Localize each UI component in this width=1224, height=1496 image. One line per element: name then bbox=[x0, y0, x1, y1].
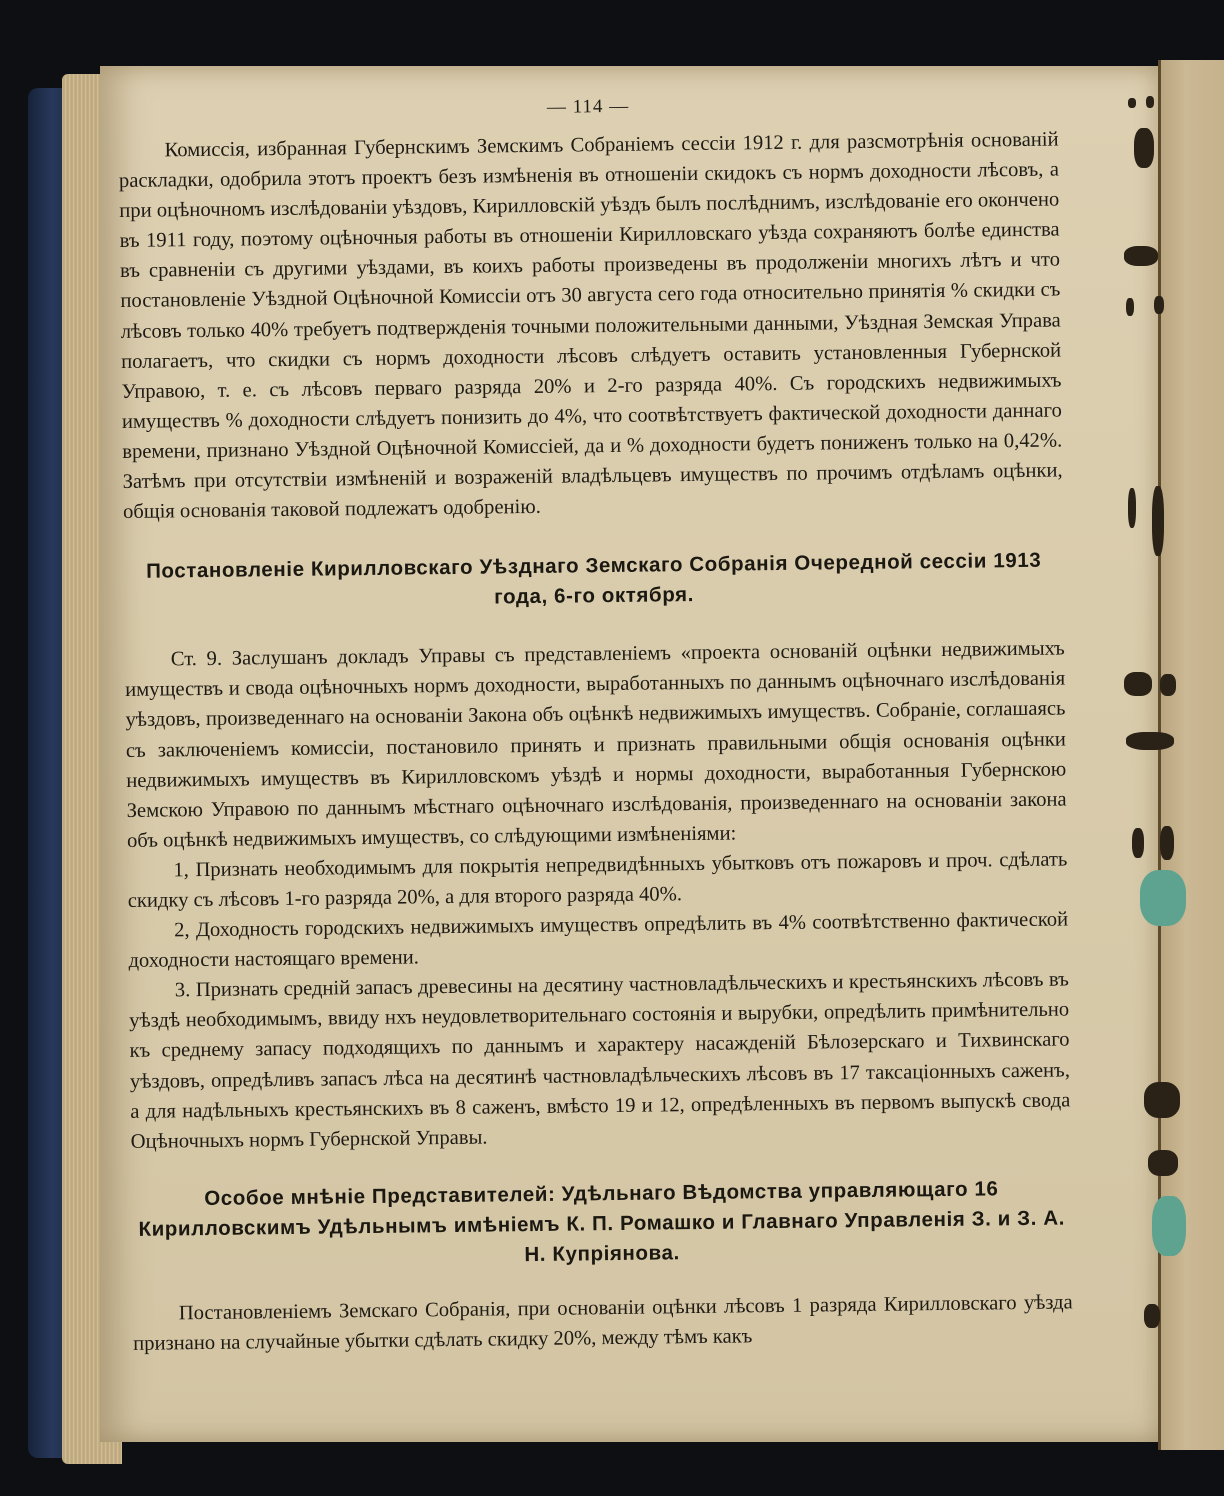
ink-blot bbox=[1128, 98, 1136, 108]
ink-blot bbox=[1148, 1150, 1178, 1176]
ink-blot bbox=[1160, 674, 1176, 696]
list-item: 1, Признать необходимымъ для покрытія непредвидѣнныхъ убытковъ отъ пожаровъ и проч. сдѣлать скидку съ лѣсовъ 1-го разряда 20%, а для второго разряда 40%. bbox=[127, 848, 1068, 912]
stain bbox=[1152, 1196, 1186, 1256]
ink-blot bbox=[1144, 1304, 1160, 1328]
ink-blot bbox=[1134, 128, 1154, 168]
page-number: — 114 — bbox=[546, 95, 630, 118]
ink-blot bbox=[1154, 296, 1164, 314]
dissent-heading: Особое мнѣніе Представителей: Удѣльнаго Вѣдомства управляющаго 16 Кирилловскимъ Удѣльнымъ имѣніемъ К. П. Ромашко и Главнаго Управленія З. и З. А. Н. Купріянова. bbox=[138, 1177, 1066, 1266]
amendments-list bbox=[127, 844, 1071, 1156]
ink-blot bbox=[1128, 488, 1136, 528]
intro-paragraph: Комиссія, избранная Губернскимъ Земскимъ Собраніемъ сессіи 1912 г. для разсмотрѣнія основаній раскладки, одобрила этотъ проектъ безъ измѣненія въ отношеніи скидокъ съ нормъ доходности лѣсовъ, а при оцѣночномъ изслѣдованіи уѣздовъ, Кирилловскій уѣздъ былъ послѣднимъ, изслѣдованіе его окончено въ 1911 году, поэтому оцѣночныя работы въ отношеніи Кирилловскаго уѣзда сохраняютъ болѣе единства въ сравненіи съ другими уѣздами, въ коихъ работы произведены въ продолженіи многихъ лѣтъ и что постановленіе Уѣздной Оцѣночной Комиссіи отъ 30 августа сего года относительно принятія % скидки съ лѣсовъ только 40% требуетъ подтвержденія точными положительными данными, Уѣздная Земская Управа полагаетъ, что скидки съ нормъ доходности лѣсовъ слѣдуетъ оставить установленныя Губернской Управою, т. е. съ лѣсовъ перваго разряда 20% и 2-го разряда 40%. Съ городскихъ недвижимыхъ имуществъ % доходности слѣдуетъ понизить до 4%, что соотвѣтствуетъ фактической доходности даннаго времени, признано Уѣздной Оцѣночной Комиссіей, да и % доходности будетъ пониженъ только на 0,42%. Затѣмъ при отсутствіи измѣненій и возраженій владѣльцевъ имуществъ по прочимъ отдѣламъ оцѣнки, общія основанія таковой подлежатъ одобренію. bbox=[118, 128, 1063, 524]
ink-blot bbox=[1126, 732, 1174, 750]
ink-blot bbox=[1160, 826, 1174, 860]
ink-blot bbox=[1146, 96, 1154, 108]
page-content bbox=[118, 91, 1073, 1359]
dissent-paragraph: Постановленіемъ Земскаго Собранія, при основаніи оцѣнки лѣсовъ 1 разряда Кирилловскаго уѣзда признано на случайные убытки сдѣлать скидку 20%, между тѣмъ какъ bbox=[133, 1291, 1073, 1355]
list-item: 3. Признать средній запасъ древесины на десятину частновладѣльческихъ и крестьянскихъ лѣсовъ въ уѣздѣ необходимымъ, ввиду нхъ неудовлетворительнаго состоянія и вырубки, опредѣлить примѣнительно къ среднему запасу подходящихъ по даннымъ и характеру насажденій Бѣлозерскаго и Тихвинскаго уѣздовъ, опредѣливъ запасъ лѣса на десятинѣ частновладѣльческихъ лѣсовъ въ 17 таксаціонныхъ саженъ, а для надѣльныхъ крестьянскихъ въ 8 саженъ, вмѣсто 19 и 12, опредѣленныхъ въ первомъ выпускѣ свода Оцѣночныхъ нормъ Губернской Управы. bbox=[129, 968, 1071, 1153]
ink-blot bbox=[1132, 828, 1144, 858]
list-item: 2, Доходность городскихъ недвижимыхъ имуществъ опредѣлить въ 4% соотвѣтственно фактической доходности настоящаго времени. bbox=[128, 908, 1069, 973]
stain bbox=[1140, 870, 1186, 926]
ink-blot bbox=[1124, 246, 1158, 266]
resolution-paragraph: Ст. 9. Заслушанъ докладъ Управы съ представленіемъ «проекта основаній оцѣнки недвижимыхъ имуществъ и свода оцѣночныхъ нормъ доходности, выработанныхъ по даннымъ оцѣночнаго изслѣдованія уѣздовъ, произведеннаго на основаніи Закона объ оцѣнкѣ недвижимыхъ имуществъ. Собраніе, соглашаясь съ заключеніемъ комиссіи, постановило принять и признать правильными общія основанія оцѣнки недвижимыхъ имуществъ въ Кирилловскомъ уѣздѣ и нормы доходности, выработанныя Губернскою Земскою Управою по даннымъ мѣстнаго оцѣночнаго изслѣдованія, произведеннаго на основаніи закона объ оцѣнкѣ недвижимыхъ имуществъ, со слѣдующими измѣненіями: bbox=[125, 637, 1067, 852]
ink-blot bbox=[1152, 486, 1164, 556]
resolution-heading: Постановленіе Кирилловскаго Уѣзднаго Земскаго Собранія Очередной сессіи 1913 года, 6-го октября. bbox=[146, 548, 1042, 609]
ink-blot bbox=[1126, 298, 1134, 316]
ink-blot bbox=[1144, 1082, 1180, 1118]
ink-blot bbox=[1124, 672, 1152, 696]
